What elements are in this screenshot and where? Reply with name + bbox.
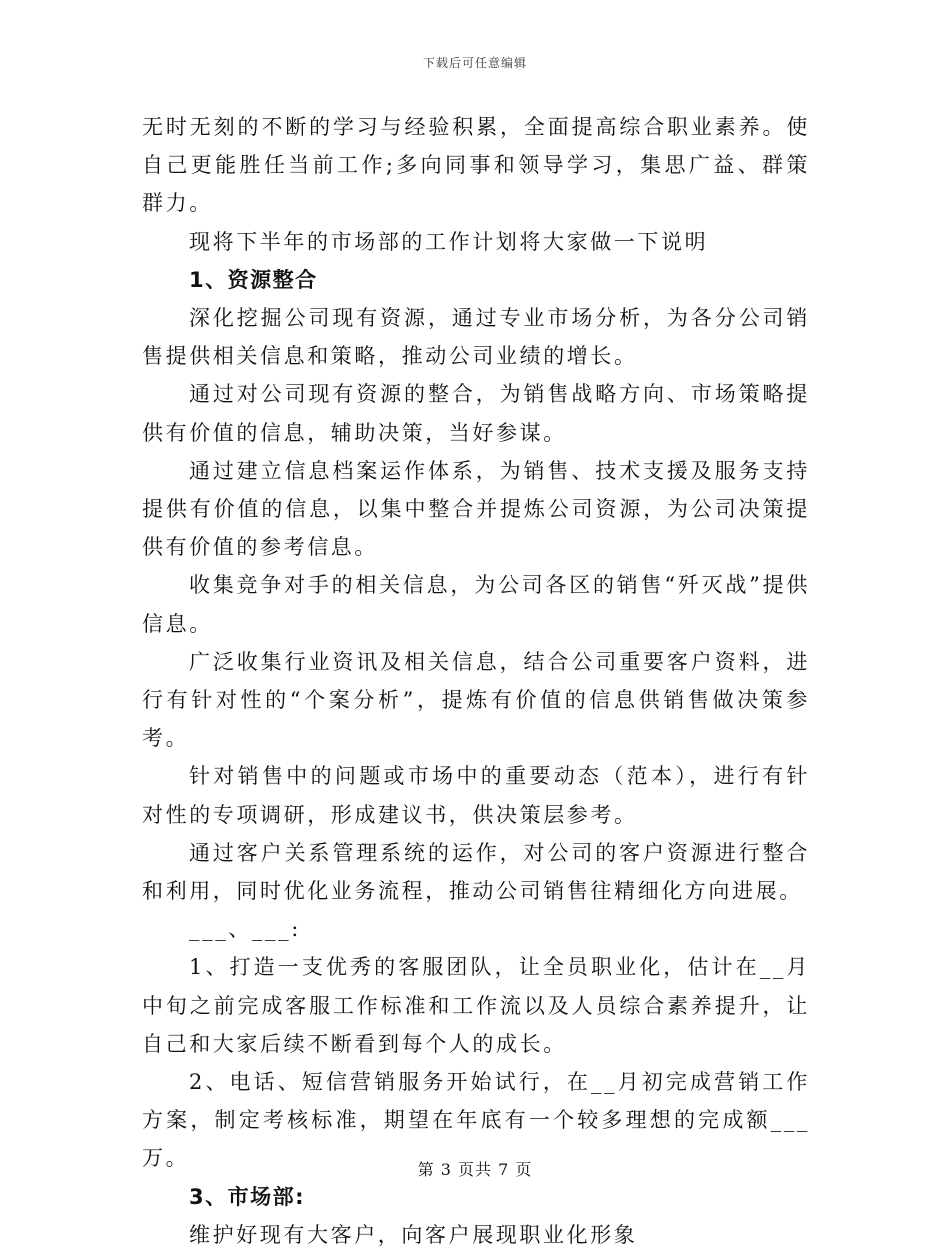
paragraph: 通过客户关系管理系统的运作，对公司的客户资源进行整合和利用，同时优化业务流程，推动公司销售往精细化方向进展。 <box>142 840 810 904</box>
document-body <box>142 108 810 1254</box>
paragraph: 广泛收集行业资讯及相关信息，结合公司重要客户资料，进行有针对性的“个案分析”，提炼有价值的信息供销售做决策参考。 <box>142 649 810 751</box>
paragraph: 针对销售中的问题或市场中的重要动态（范本），进行有针对性的专项调研，形成建议书，供决策层参考。 <box>142 764 810 827</box>
paragraph-continuation: 无时无刻的不断的学习与经验积累，全面提高综合职业素养。使自己更能胜任当前工作;多向同事和领导学习，集思广益、群策群力。 <box>142 115 810 216</box>
section-heading-marketing-dept: 3、市场部: <box>189 1184 306 1209</box>
paragraph: 2、电话、短信营销服务开始试行，在__月初完成营销工作方案，制定考核标准，期望在年底有一个较多理想的完成额___万。 <box>142 1070 810 1171</box>
paragraph: 维护好现有大客户，向客户展现职业化形象 <box>189 1222 638 1247</box>
paragraph: 通过建立信息档案运作体系，为销售、技术支援及服务支持提供有价值的信息，以集中整合并提炼公司资源，为公司决策提供有价值的参考信息。 <box>142 458 810 560</box>
section-heading-blank: ___、___: <box>189 917 301 942</box>
page-header: 下载后可任意编辑 <box>422 56 527 70</box>
paragraph: 1、打造一支优秀的客服团队，让全员职业化，估计在__月中旬之前完成客服工作标准和工作流以及人员综合素养提升，让自己和大家后续不断看到每个人的成长。 <box>142 955 810 1056</box>
paragraph: 深化挖掘公司现有资源，通过专业市场分析，为各分公司销售提供相关信息和策略，推动公司业绩的增长。 <box>142 306 810 369</box>
paragraph-intro: 现将下半年的市场部的工作计划将大家做一下说明 <box>189 229 709 254</box>
paragraph: 收集竞争对手的相关信息，为公司各区的销售“歼灭战”提供信息。 <box>142 573 810 636</box>
section-heading-resource-integration: 1、资源整合 <box>189 267 318 292</box>
paragraph: 通过对公司现有资源的整合，为销售战略方向、市场策略提供有价值的信息，辅助决策，当好参谋。 <box>142 382 810 445</box>
page-footer: 第 3 页共 7 页 <box>417 1160 533 1179</box>
